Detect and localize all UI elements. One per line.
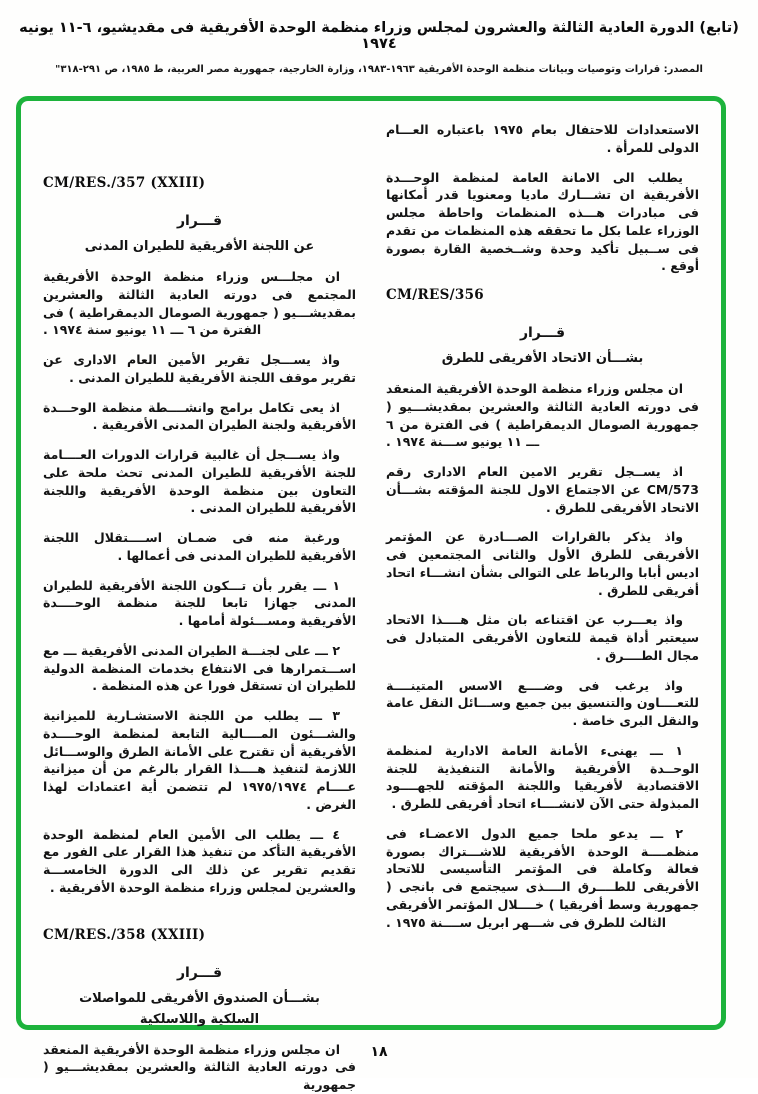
paragraph-item-2: ٢ ـــ على لجنـــة الطيران المدنى الأفريقية ـــ مع اســـتمرارها فى الانتفاع بخدمات المنظمة الدولية للطيران ان تستقل فورا عن هذه المنظمة . [43,642,356,694]
paragraph: ان مجلس وزراء منظمة الوحدة الأفريقية المنعقد فى دورته العادية الثالثة والعشرين بمقديشـــيو ( جمهورية الصومال الديمقراطية ) فى الفترة من ٦ ـــ ١١ يونيو ســـنة ١٩٧٤ . [386,381,699,450]
paragraph: ان مجلـــس وزراء منظمة الوحدة الأفريقية المجتمع فى دورته العادية الثالثة والعشرين بمقديشـــيو ( جمهورية الصومال الديمقراطية ) فى الفترة من ٦ ـــ ١١ يونيو سنة ١٩٧٤ . [43,269,356,338]
paragraph: يطلب الى الامانة العامة لمنظمة الوحـــدة الأفريقية ان تشـــارك ماديا ومعنويا قدر أمكانها فى مبادرات هـــذه المنظمات واحاطة مجلس الوزراء علما بكل ما تحققه هذه المنظمات من تقدم فى ســبيل تأكيد وحدة وشــخصية القارة بصورة أوقع . [386,169,699,274]
resolution-subject-line2: السلكية واللاسلكية [139,1011,260,1027]
paragraph: ورغبة منه فى ضمـان اســــتقلال اللجنة الأفريقية للطيران المدنى فى أعمالها . [43,530,356,563]
paragraph: اذ يســجل تقرير الامين العام الادارى رقم CM/573 عن الاجتماع الاول للجنة المؤقته بشـــأن الاتحاد الأفريقى للطرق . [386,464,699,515]
paragraph-item-1: ١ ـــ يقرر بأن تـــكون اللجنة الأفريقية للطيران المدنى جهازا تابعا للجنة منظمة الوحــــدة الأفريقية ومســـئولة أمامها . [43,577,356,628]
resolution-subject: بشـــأن الاتحاد الأفريقى للطرق [441,351,644,366]
cm-reference-label: CM/RES/356 [386,287,484,303]
column-right [386,121,699,1011]
column-left [43,121,356,1092]
paragraph-cutoff: ان مجلس وزراء منظمة الوحدة الأفريقية المنعقد فى دورته العادية الثالثة والعشرين بمقديشـــيو ( جمهورية [43,1041,356,1092]
cm-reference-label: CM/RES./358 (XXIII) [43,926,206,943]
session-title: (تابع) الدورة العادية الثالثة والعشرون لمجلس وزراء منظمة الوحدة الأفريقية فى مقديشيو، ٦-١١ يونيه ١٩٧٤ [19,20,739,52]
paragraph: واذ يســـجل أن غالبية قرارات الدورات العــــامة للجنة الأفريقية للطيران المدنى تحث ملحة على التعاون بين منظمة الوحدة الأفريقية واللجنة الأفريقية للطيران المدنى . [43,447,356,516]
resolution-title: قـــرار [176,213,223,229]
page-header [10,20,748,75]
resolution-subject: عن اللجنة الأفريقية للطيران المدنى [84,239,315,254]
paragraph-item-2: ٢ ـــ يدعو ملحا جميع الدول الاعضـاء فى منظمــــة الوحدة الأفريقية للاشـــتراك بصورة فعالة وكاملة فى المؤتمر التأسيسى للاتحاد الأفريقى للطــــرق الــــذى سيجتمع فى بانجى ( جمهورية وسط أفريقيا ) خــــلال المؤتمر الأفريقى الثالث للطرق فى شـــهر ابريل ســــنة ١٩٧٥ . [386,825,699,930]
cm-reference-label: CM/RES./357 (XXIII) [43,175,206,191]
paragraph: واذ يســـجل تقرير الأمين العام الادارى عن تقرير موقف اللجنة الأفريقية للطيران المدنى . [43,352,356,385]
paragraph: واذ يعـــرب عن اقتناعه بان مثل هــــذا الاتحاد سيعتبر أداة قيمة للتعاون الأفريقى المتبادل فى مجال الطــــرق . [386,612,699,663]
paragraph: اذ يعى تكامل برامج وانشــــطة منظمة الوحـــدة الأفريقية ولجنة الطيران المدنى الأفريقية . [43,399,356,433]
source-citation-line: المصدر: قرارات وتوصيات وبيانات منظمة الوحدة الأفريقية ١٩٦٣-١٩٨٣، وزارة الخارجية، جمهورية مصر العربية، ط ١٩٨٥، ص ٢٩١-٣١٨" [55,64,703,75]
paragraph-item-3: ٣ ـــ يطلب من اللجنة الاستشـارية للميزانية والشـــئون المــــالية التابعة لمنظمة الوحــــدة الأفريقية أن تقترح على الأمانة الطرق والوســـائل اللازمة لتنفيذ هــــذا القرار بالرغم من أن ميزانية عــــام ١٩٧٥/١٩٧٤ لم تتضمن أية اعتمادات لهذا الغرض . [43,708,356,812]
paragraph: واذ يرغب فى وضــــع الاسس المتينــــة للتعــــاون والتنسيق بين جميع وســـائل النقل عامة والنقل البرى خاصة . [386,677,699,728]
paragraph: واذ يذكر بالقرارات الصـــادرة عن المؤتمر الأفريقى للطرق الأول والثانى المجتمعين فى اديس أبابا والرباط على التوالى بشأن انشـــاء اتحاد أفريقى للطرق . [386,529,699,598]
resolution-title: قـــرار [176,964,223,981]
resolution-subject: بشـــأن الصندوق الأفريقى للمواصلات [79,990,320,1006]
paragraph-item-4: ٤ ـــ يطلب الى الأمين العام لمنظمة الوحدة الأفريقية التأكد من تنفيذ هذا القرار على الفور مع تقديم تقرير عن ذلك الى الدورة الخامســـة والعشرين لمجلس وزراء منظمة الوحدة الأفريقية . [43,826,356,895]
paragraph-continuation: الاستعدادات للاحتفال بعام ١٩٧٥ باعتباره العـــام الدولى للمرأة . [386,122,700,155]
page-number: ١٨ [370,1044,388,1060]
resolution-title: قـــرار [519,325,566,341]
paragraph-item-1: ١ ـــ يهنىء الأمانة العامة الادارية لمنظمة الوحــدة الأفريقية والأمانة التنفيذية للجنة الاقتصادية لأفريقيا واللجنة المؤقته للجهــــود المبذولة حتى الآن لانشــــاء اتحاد أفريقى للطرق . [386,742,699,811]
